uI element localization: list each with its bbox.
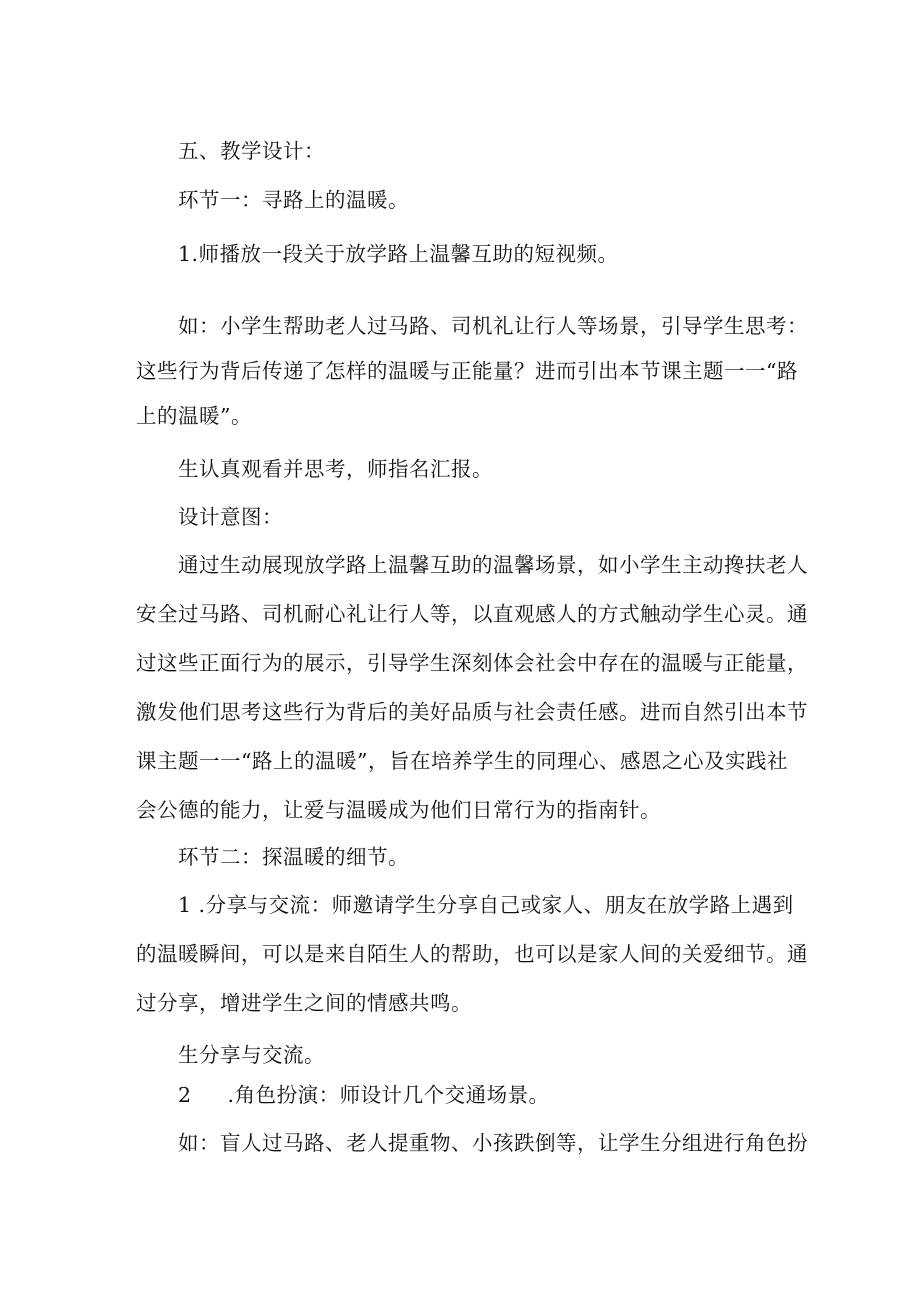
part1-heading: 环节一：寻路上的温暖。	[178, 188, 409, 212]
part2-step2	[178, 1081, 550, 1109]
part2-student-action: 生分享与交流。	[178, 1043, 325, 1067]
part2-step1-line: 过分享，增进学生之间的情感共鸣。	[136, 991, 472, 1015]
part2-step1-line: 的温暖瞬间，可以是来自陌生人的帮助，也可以是家人间的关爱细节。通	[136, 942, 808, 966]
part1-intent-line: 激发他们思考这些行为背后的美好品质与社会责任感。进而自然引出本节	[136, 700, 808, 724]
part1-intent-line: 会公德的能力，让爱与温暖成为他们日常行为的指南针。	[136, 798, 661, 822]
part1-intent-line: 安全过马路、司机耐心礼让行人等，以直观感人的方式触动学生心灵。通	[136, 602, 808, 626]
part1-example-line: 上的温暖”。	[136, 404, 252, 428]
part2-step1-line: 1 .分享与交流：师邀请学生分享自己或家人、朋友在放学路上遇到	[178, 893, 794, 917]
part1-step1: 1.师播放一段关于放学路上温馨互助的短视频。	[178, 242, 619, 266]
part1-intent-line: 过这些正面行为的展示，引导学生深刻体会社会中存在的温暖与正能量，	[136, 651, 808, 675]
part1-example-line: 这些行为背后传递了怎样的温暖与正能量？进而引出本节课主题一一“路	[136, 359, 798, 383]
section-heading: 五、教学设计：	[178, 139, 325, 163]
part2-step2-text: .角色扮演：师设计几个交通场景。	[227, 1083, 550, 1107]
part1-example-line: 如：小学生帮助老人过马路、司机礼让行人等场景，引导学生思考：	[178, 314, 808, 338]
part1-intent-line: 通过生动展现放学路上温馨互助的温馨场景，如小学生主动搀扶老人	[178, 553, 808, 577]
part1-student-action: 生认真观看并思考，师指名汇报。	[178, 457, 493, 481]
part1-intent-label: 设计意图：	[178, 505, 283, 529]
part2-step2-number: 2	[178, 1083, 192, 1107]
part1-intent-line: 课主题一一“路上的温暖”，旨在培养学生的同理心、感恩之心及实践社	[136, 749, 788, 773]
part2-heading: 环节二：探温暖的细节。	[178, 845, 409, 869]
part2-example: 如：盲人过马路、老人提重物、小孩跌倒等，让学生分组进行角色扮	[178, 1131, 808, 1155]
